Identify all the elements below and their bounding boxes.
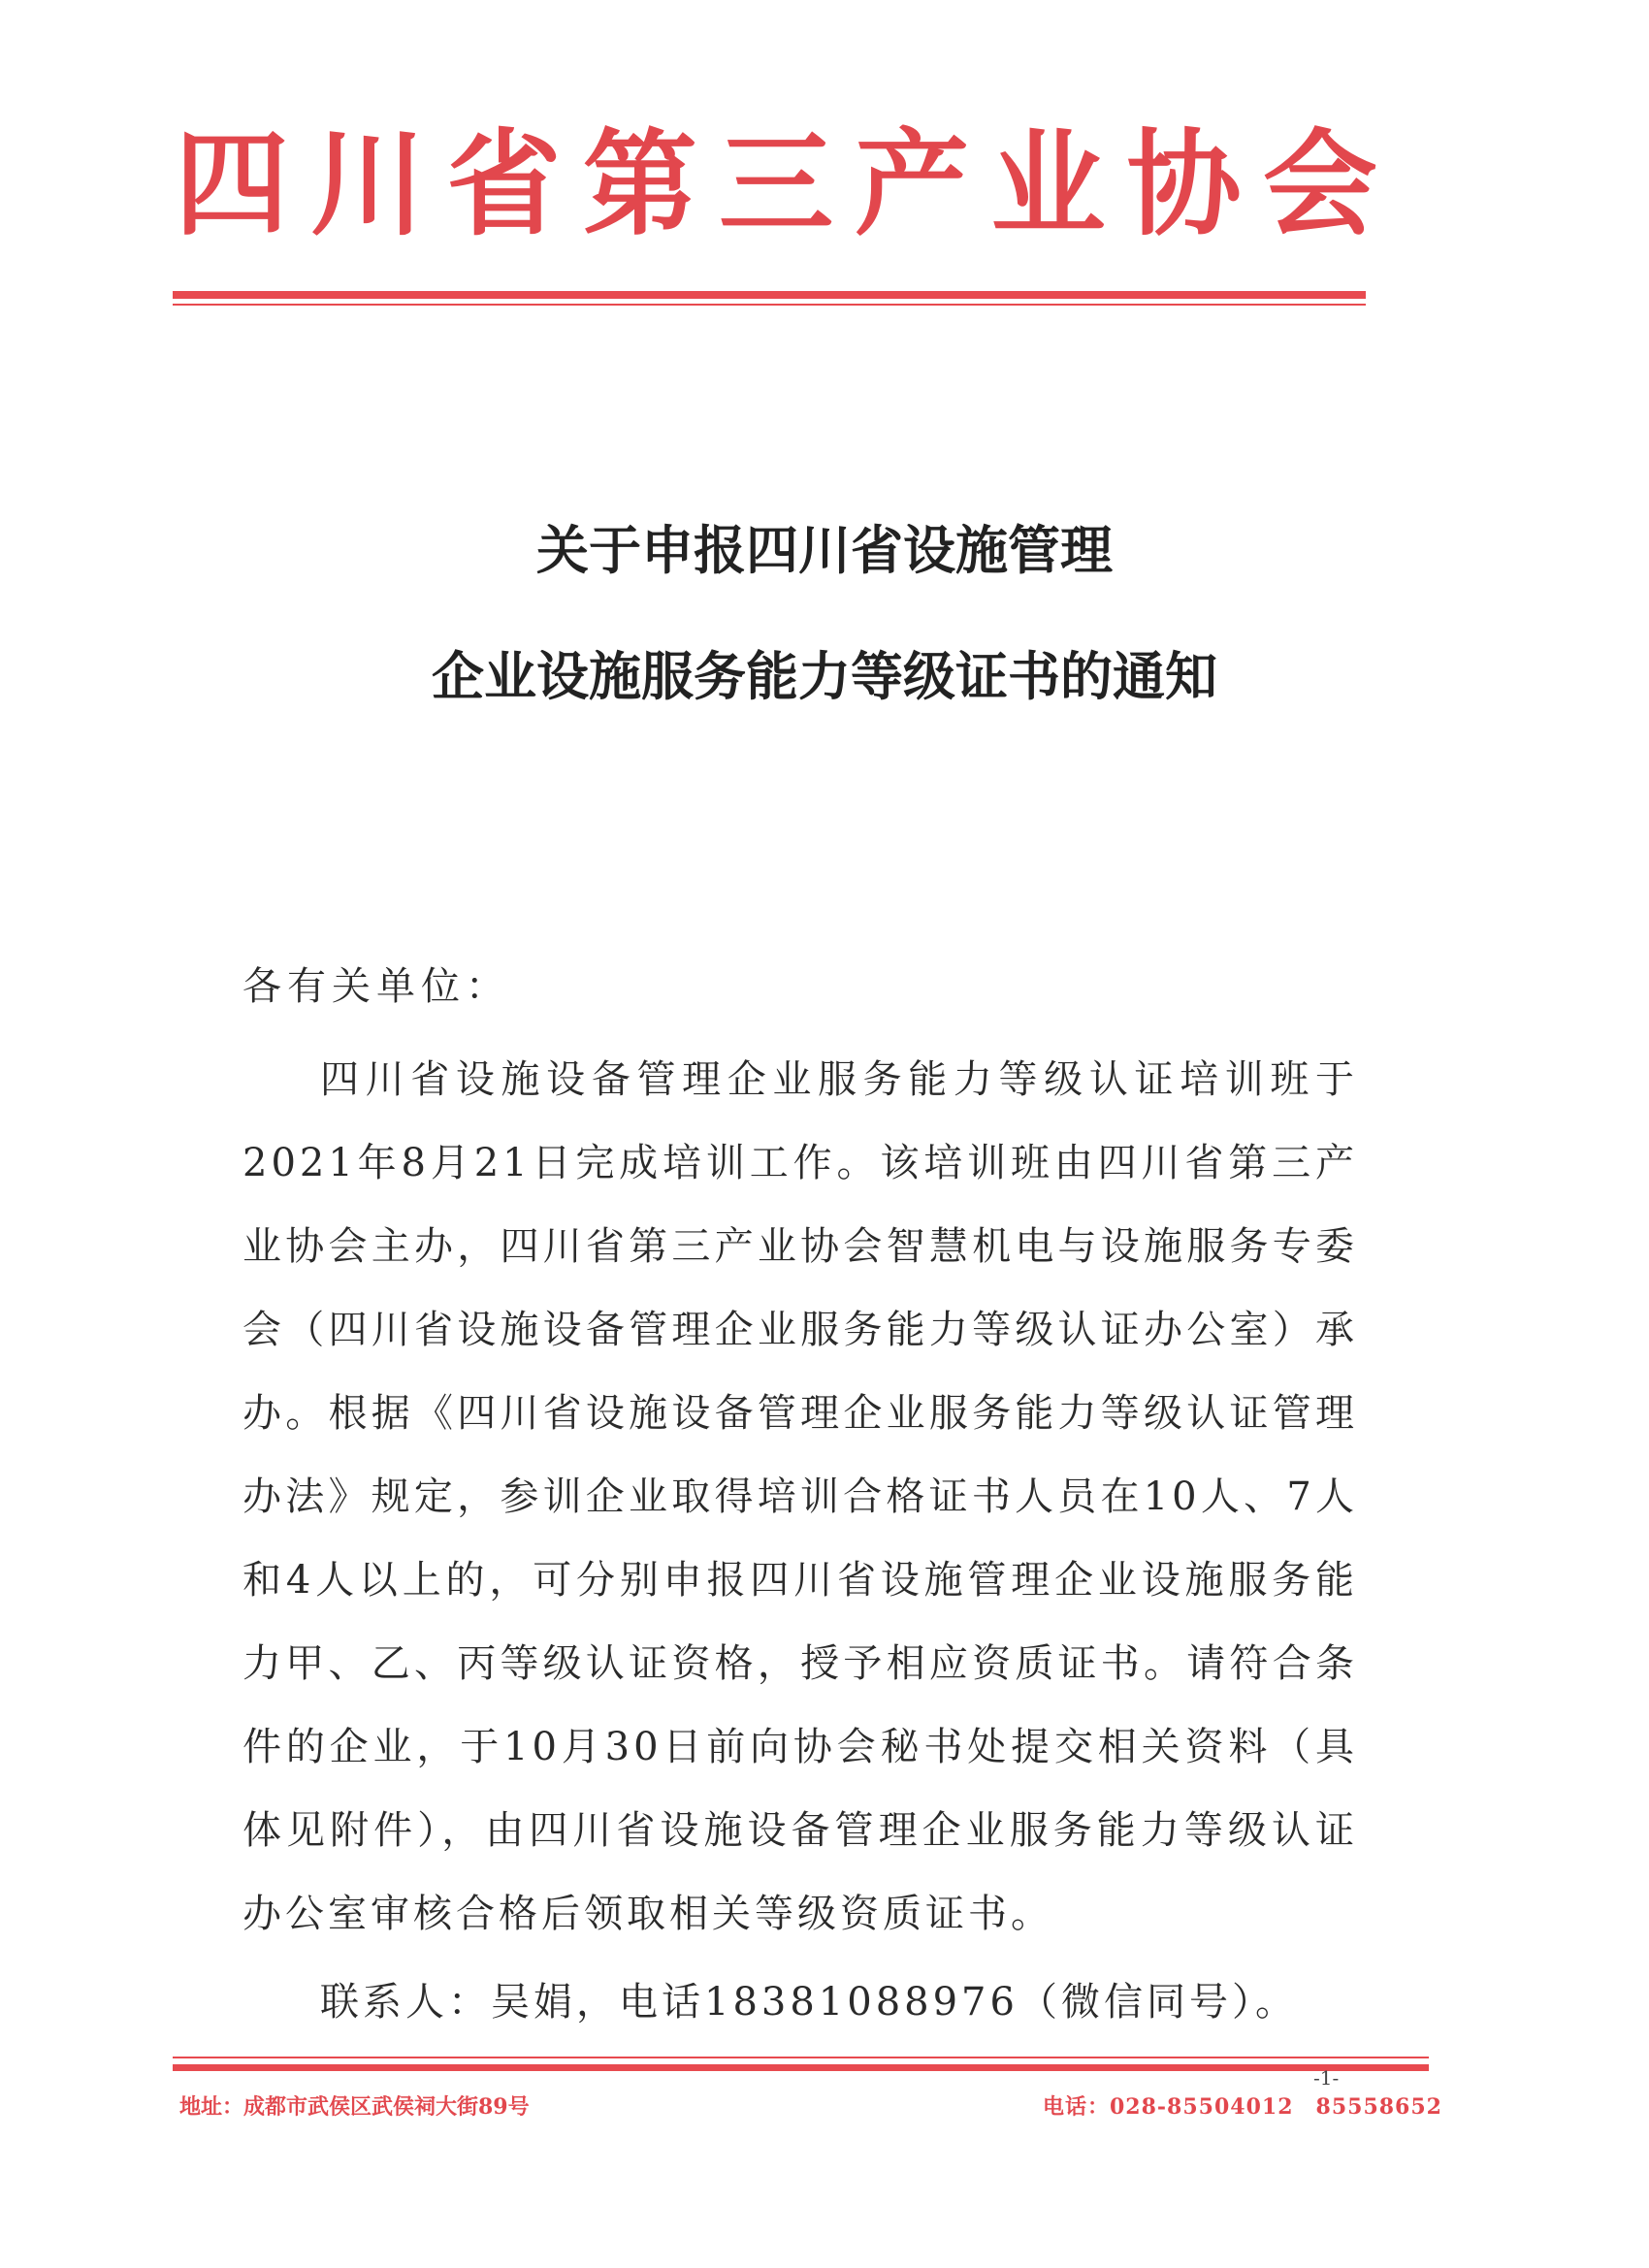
letterhead-char: 第 [582,116,697,251]
letterhead-divider-thick [173,291,1366,299]
letterhead-char: 业 [990,116,1106,251]
footer-phone: 电话：028-85504012 85558652 [1043,2094,1442,2120]
letterhead-char: 省 [446,116,562,251]
page-number: -1- [1313,2066,1340,2090]
notice-title-line-2: 企业设施服务能力等级证书的通知 [432,646,1217,707]
letterhead-char: 协 [1126,116,1242,251]
body-paragraph: 四川省设施设备管理企业服务能力等级认证培训班于2021年8月21日完成培训工作。该培训班由四川省第三产业协会主办，四川省第三产业协会智慧机电与设施服务专委会（四川省设施设备管理企业服务能力等级认证办公室）承办。根据《四川省设施设备管理企业服务能力等级认证管理办法》规定，参训企业取得培训合格证书人员在10人、7人和4人以上的，可分别申报四川省设施管理企业设施服务能力甲、乙、丙等级认证资格，授予相应资质证书。请符合条件的企业，于10月30日前向协会秘书处提交相关资料（具体见附件），由四川省设施设备管理企业服务能力等级认证办公室审核合格后领取相关等级资质证书。 [242,1057,1358,1936]
letterhead-org-name [175,116,1377,252]
letterhead-divider-thin [173,304,1366,306]
notice-title-line-1: 关于申报四川省设施管理 [536,520,1113,581]
contact-line: 联系人：吴娟，电话18381088976（微信同号）。 [320,1980,1298,2025]
footer-address: 地址：成都市武侯区武侯祠大街89号 [179,2094,530,2120]
footer-divider-thick [173,2064,1429,2071]
letterhead-char: 三 [718,116,833,251]
letterhead-char: 川 [310,116,426,251]
letterhead-char: 四 [175,116,290,251]
letterhead-char: 产 [855,116,970,251]
letterhead-char: 会 [1262,116,1377,251]
footer-divider-thin [173,2057,1429,2058]
salutation: 各有关单位： [242,964,510,1009]
